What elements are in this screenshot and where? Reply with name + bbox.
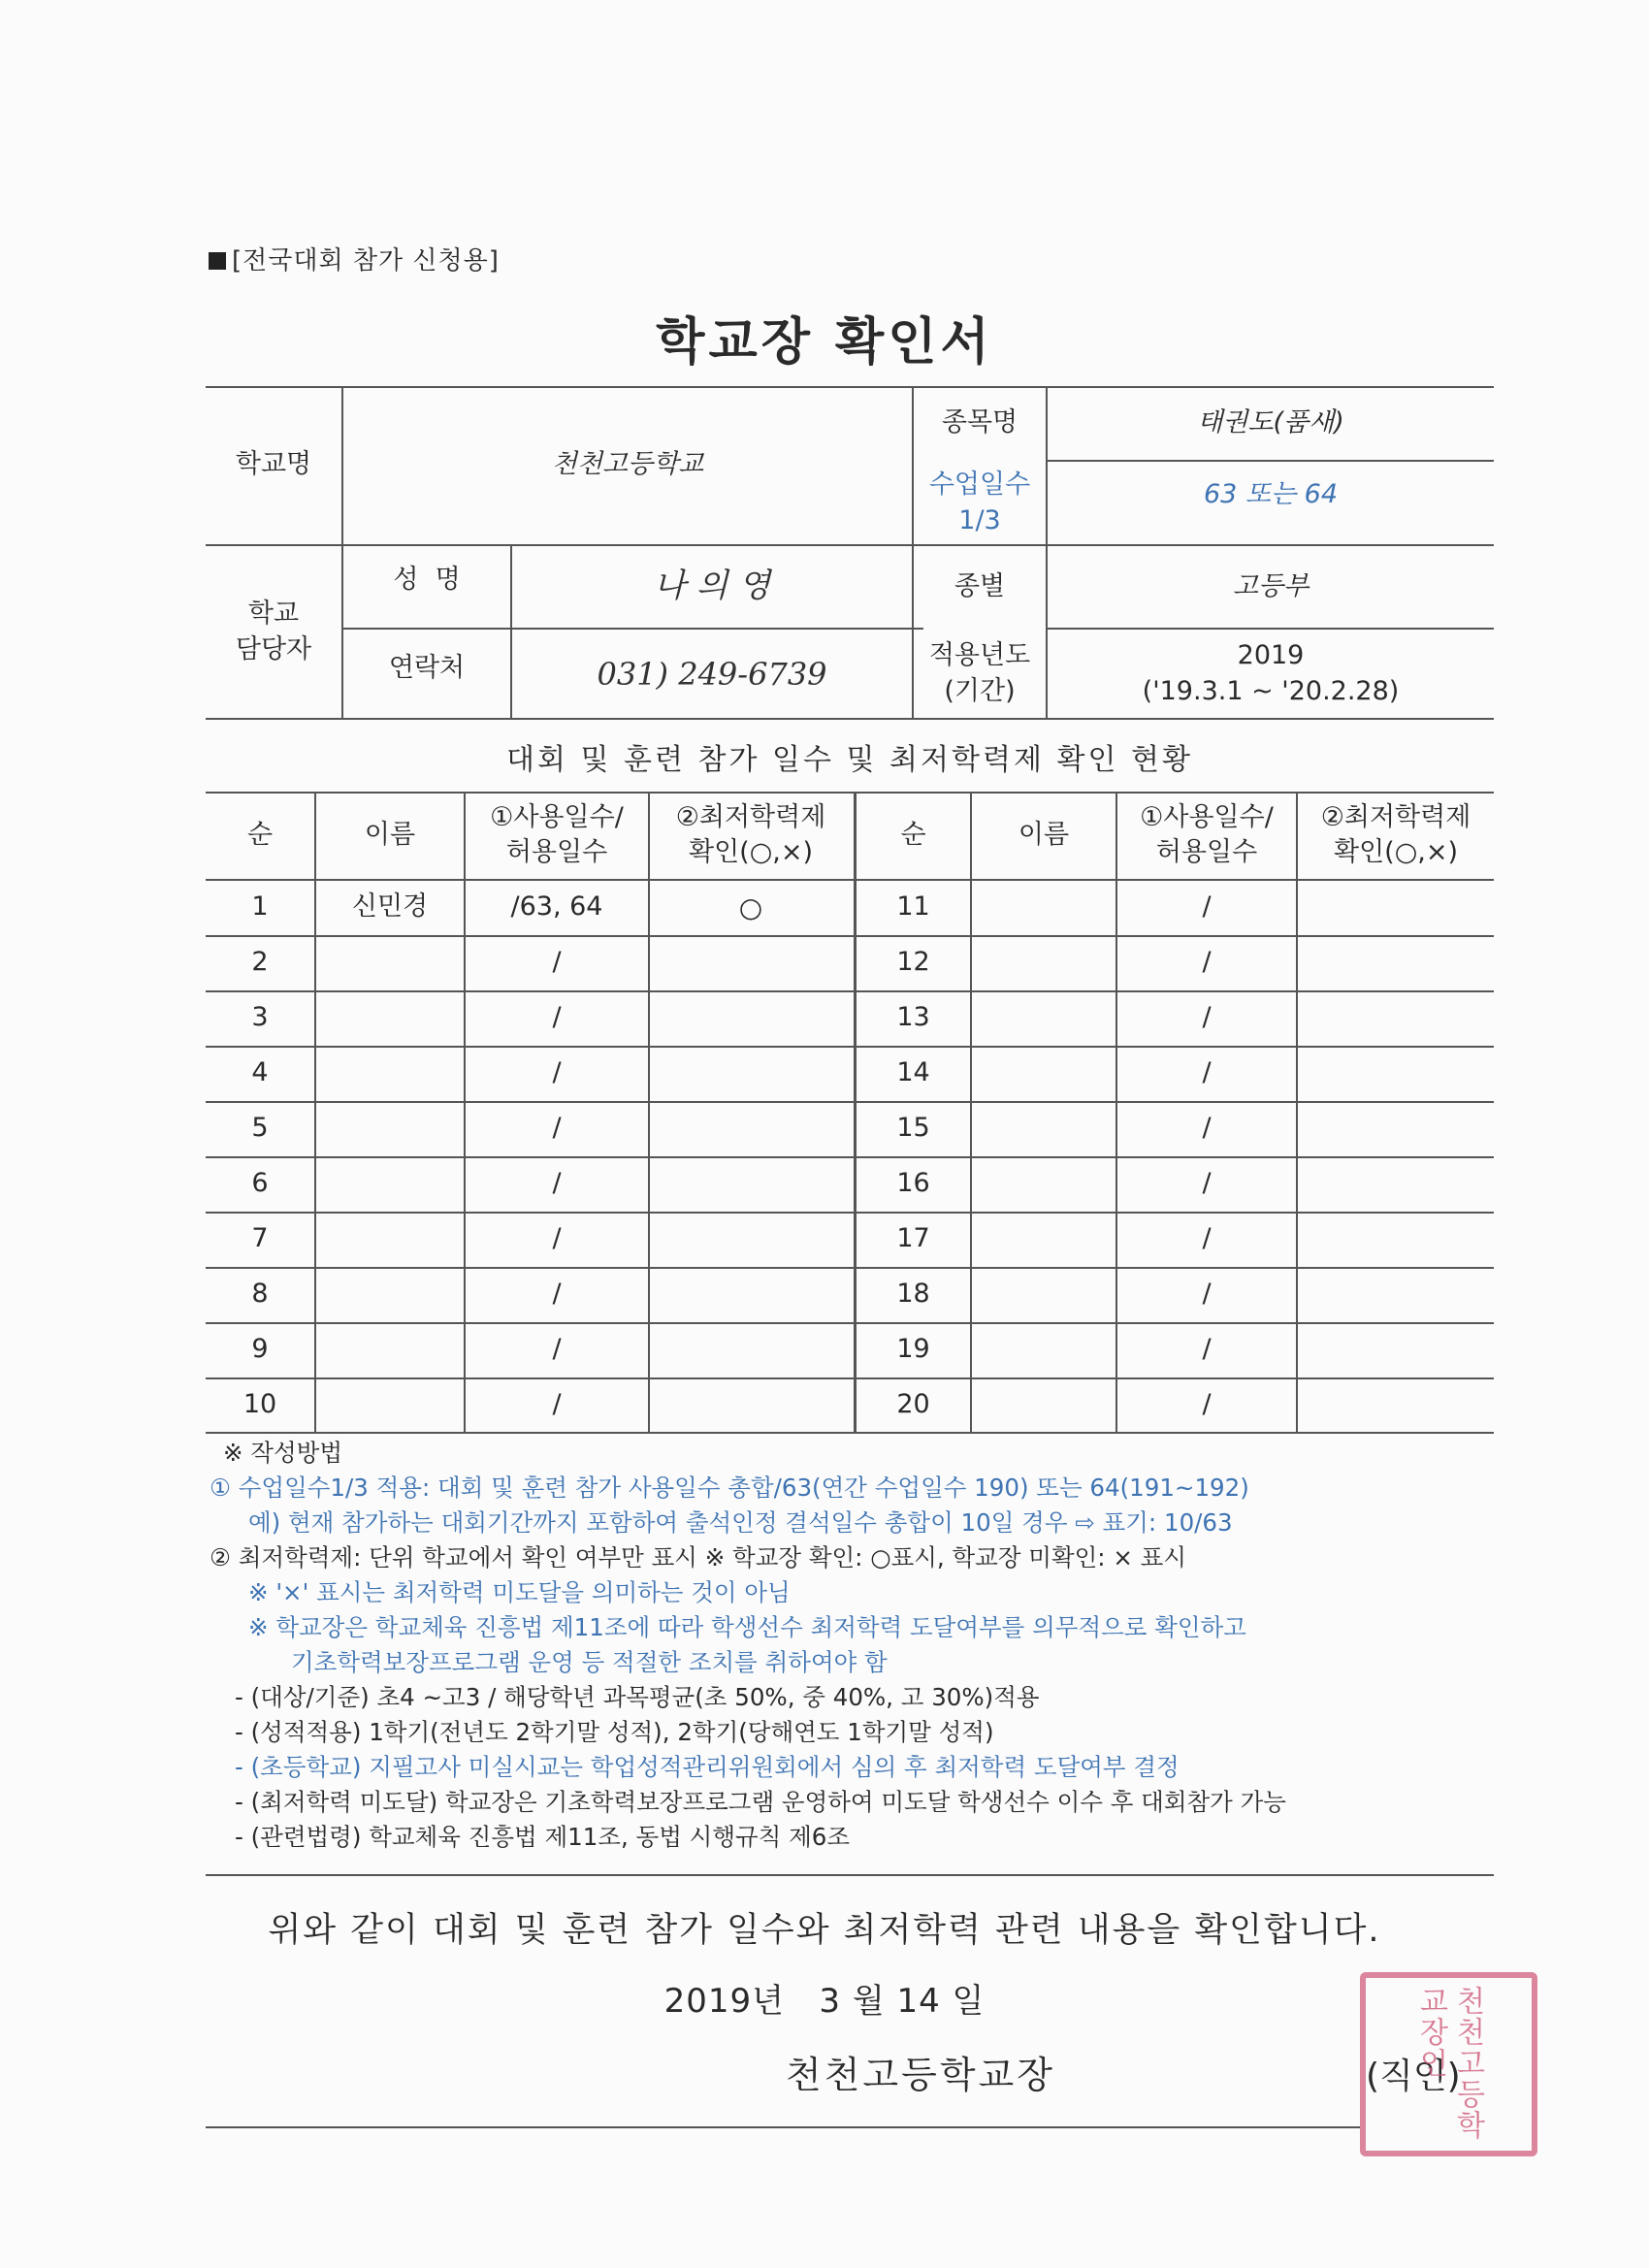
row-left-8-days: / <box>552 1279 562 1310</box>
row-left-2-no: 2 <box>251 947 269 978</box>
row-right-3-days: / <box>1202 1002 1212 1033</box>
row-left-4-name <box>316 1047 464 1100</box>
instruction-line: ② 최저학력제: 단위 학교에서 확인 여부만 표시 ※ 학교장 확인: ○표시, 학교장 미확인: × 표시 <box>210 1543 1186 1571</box>
row-right-7-days: / <box>1202 1223 1212 1254</box>
contact-label: 연락처 <box>388 652 466 683</box>
header-days-left-line2: 허용일수 <box>505 837 608 867</box>
row-left-7-no: 7 <box>251 1223 269 1254</box>
issue-date: 2019년 3 월 14 일 <box>663 1982 986 2021</box>
instruction-line: - (관련법령) 학교체육 진흥법 제11조, 동법 시행규칙 제6조 <box>235 1823 851 1851</box>
school-days-value: 63 또는 64 <box>1203 478 1339 509</box>
row-right-9-no: 19 <box>896 1334 930 1365</box>
row-right-8-check <box>1298 1268 1494 1321</box>
header-check-right-line1: ②최저학력제 <box>1320 801 1471 832</box>
participation-table <box>206 792 1494 1434</box>
row-right-9-name <box>972 1323 1116 1377</box>
row-right-10-days: / <box>1202 1389 1212 1420</box>
row-right-5-no: 15 <box>896 1113 930 1144</box>
row-right-1-name <box>972 881 1116 934</box>
row-left-6-check <box>650 1157 852 1211</box>
header-check-left-line2: 확인(○,×) <box>689 837 813 867</box>
row-left-3-no: 3 <box>251 1002 269 1033</box>
official-seal-stamp: 천천고등학교장인 <box>1360 1972 1537 2156</box>
participation-table-title: 대회 및 훈련 참가 일수 및 최저학력제 확인 현황 <box>506 743 1193 777</box>
row-right-3-check <box>1298 991 1494 1045</box>
row-left-3-check <box>650 991 852 1045</box>
year-label-line1: 적용년도 <box>928 640 1031 671</box>
header-check-right <box>1298 792 1494 879</box>
year-label-line2: (기간) <box>944 675 1016 706</box>
row-left-2-check <box>650 936 852 989</box>
row-left-6-name <box>316 1157 464 1211</box>
row-right-10-check <box>1298 1378 1494 1432</box>
manager-name-value: 나 의 영 <box>653 567 771 606</box>
header-days-right <box>1117 792 1296 879</box>
school-days-label <box>914 462 1046 544</box>
row-right-7-check <box>1298 1213 1494 1266</box>
row-right-10-no: 20 <box>896 1389 930 1420</box>
school-days-label-line1: 수업일수 <box>928 470 1031 501</box>
manager-name-label: 성 명 <box>393 564 461 595</box>
confirmation-statement: 위와 같이 대회 및 훈련 참가 일수와 최저학력 관련 내용을 확인합니다. <box>268 1911 1381 1950</box>
row-right-5-days: / <box>1202 1113 1212 1144</box>
row-left-8-no: 8 <box>251 1279 269 1310</box>
instruction-line: ※ '×' 표시는 최저학력 미도달을 의미하는 것이 아님 <box>248 1578 791 1606</box>
row-right-8-no: 18 <box>896 1279 930 1310</box>
row-left-8-check <box>650 1268 852 1321</box>
row-right-2-name <box>972 936 1116 989</box>
row-left-1-check: ○ <box>738 891 763 923</box>
instruction-line: 기초학력보장프로그램 운영 등 적절한 조치를 취하여야 함 <box>291 1648 888 1676</box>
manager-label-line2: 담당자 <box>235 633 312 664</box>
row-right-5-check <box>1298 1102 1494 1155</box>
row-right-1-no: 11 <box>896 891 930 923</box>
principal-title: 천천고등학교장 <box>786 2054 1055 2096</box>
header-days-right-line1: ①사용일수/ <box>1140 801 1274 832</box>
row-left-1-name: 신민경 <box>351 891 429 923</box>
header-check-left-line1: ②최저학력제 <box>675 801 826 832</box>
year-value-line1: 2019 <box>1237 640 1305 671</box>
instruction-line: ※ 작성방법 <box>223 1439 342 1467</box>
row-left-1-no: 1 <box>251 891 269 923</box>
school-name-value: 천천고등학교 <box>551 449 704 480</box>
school-name-label: 학교명 <box>235 449 312 480</box>
row-right-3-no: 13 <box>896 1002 930 1033</box>
row-right-4-days: / <box>1202 1057 1212 1088</box>
header-check-left <box>650 792 852 879</box>
row-left-4-days: / <box>552 1057 562 1088</box>
row-left-10-check <box>650 1378 852 1432</box>
row-right-7-no: 17 <box>896 1223 930 1254</box>
division-value: 고등부 <box>1232 570 1310 601</box>
row-left-7-name <box>316 1213 464 1266</box>
header-name-left: 이름 <box>364 819 416 850</box>
row-left-3-name <box>316 991 464 1045</box>
row-right-6-days: / <box>1202 1168 1212 1199</box>
year-value-line2: ('19.3.1 ~ '20.2.28) <box>1142 675 1400 706</box>
row-right-9-days: / <box>1202 1334 1212 1365</box>
row-right-9-check <box>1298 1323 1494 1377</box>
instruction-line: ① 수업일수1/3 적용: 대회 및 훈련 참가 사용일수 총합/63(연간 수업일수 190) 또는 64(191~192) <box>210 1474 1249 1502</box>
row-left-5-name <box>316 1102 464 1155</box>
division-label: 종별 <box>954 570 1006 601</box>
year-label <box>914 630 1046 718</box>
row-left-9-no: 9 <box>251 1334 269 1365</box>
row-left-5-no: 5 <box>251 1113 269 1144</box>
row-left-6-days: / <box>552 1168 562 1199</box>
row-left-8-name <box>316 1268 464 1321</box>
row-left-5-days: / <box>552 1113 562 1144</box>
form-type-text: [전국대회 참가 신청용] <box>232 246 500 275</box>
row-left-9-name <box>316 1323 464 1377</box>
contact-value: 031) 249-6739 <box>597 655 827 693</box>
bottom-divider <box>206 2126 1360 2128</box>
header-days-left <box>466 792 648 879</box>
form-type-tag <box>209 241 500 276</box>
writing-instructions <box>206 1436 1496 1855</box>
row-left-4-check <box>650 1047 852 1100</box>
sport-label: 종목명 <box>941 406 1018 437</box>
row-left-1-days: /63, 64 <box>510 891 603 923</box>
sport-value: 태권도(품새) <box>1197 406 1344 437</box>
manager-label-line1: 학교 <box>247 599 300 630</box>
row-left-10-days: / <box>552 1389 562 1420</box>
header-days-right-line2: 허용일수 <box>1155 837 1258 867</box>
row-left-7-check <box>650 1213 852 1266</box>
row-right-5-name <box>972 1102 1116 1155</box>
seal-note: (직인) <box>1366 2057 1461 2096</box>
row-right-8-name <box>972 1268 1116 1321</box>
row-right-2-days: / <box>1202 947 1212 978</box>
header-no-right: 순 <box>900 819 926 850</box>
instruction-line: ※ 학교장은 학교체육 진흥법 제11조에 따라 학생선수 최저학력 도달여부를 의무적으로 확인하고 <box>248 1613 1246 1641</box>
row-right-4-no: 14 <box>896 1057 930 1088</box>
document-title: 학교장 확인서 <box>656 313 993 372</box>
instruction-line: - (최저학력 미도달) 학교장은 기초학력보장프로그램 운영하여 미도달 학생선수 이수 후 대회참가 가능 <box>235 1788 1286 1816</box>
row-right-2-check <box>1298 936 1494 989</box>
row-left-3-days: / <box>552 1002 562 1033</box>
row-left-2-name <box>316 936 464 989</box>
square-bullet-icon <box>209 252 226 270</box>
instruction-line: - (초등학교) 지필고사 미실시교는 학업성적관리위원회에서 심의 후 최저학력 도달여부 결정 <box>235 1753 1180 1781</box>
row-right-6-no: 16 <box>896 1168 930 1199</box>
instruction-line: - (대상/기준) 초4 ~고3 / 해당학년 과목평균(초 50%, 중 40%, 고 30%)적용 <box>235 1683 1040 1711</box>
row-left-10-name <box>316 1378 464 1432</box>
row-right-6-name <box>972 1157 1116 1211</box>
school-days-label-line2: 1/3 <box>958 504 1001 535</box>
instruction-line: - (성적적용) 1학기(전년도 2학기말 성적), 2학기(당해연도 1학기말 성적) <box>235 1718 994 1746</box>
info-table <box>206 386 1494 720</box>
row-right-1-days: / <box>1202 891 1212 923</box>
row-right-6-check <box>1298 1157 1494 1211</box>
row-right-2-no: 12 <box>896 947 930 978</box>
row-left-5-check <box>650 1102 852 1155</box>
year-value <box>1048 630 1494 718</box>
header-name-right: 이름 <box>1018 819 1070 850</box>
row-left-2-days: / <box>552 947 562 978</box>
header-check-right-line2: 확인(○,×) <box>1334 837 1458 867</box>
row-right-7-name <box>972 1213 1116 1266</box>
manager-label <box>206 546 341 718</box>
row-left-7-days: / <box>552 1223 562 1254</box>
header-days-left-line1: ①사용일수/ <box>490 801 624 832</box>
row-right-3-name <box>972 991 1116 1045</box>
divider <box>206 1874 1494 1876</box>
row-right-4-name <box>972 1047 1116 1100</box>
row-left-6-no: 6 <box>251 1168 269 1199</box>
row-right-1-check <box>1298 881 1494 934</box>
row-right-4-check <box>1298 1047 1494 1100</box>
row-left-10-no: 10 <box>242 1389 277 1420</box>
row-left-9-check <box>650 1323 852 1377</box>
row-left-4-no: 4 <box>251 1057 269 1088</box>
row-right-8-days: / <box>1202 1279 1212 1310</box>
row-left-9-days: / <box>552 1334 562 1365</box>
header-no-left: 순 <box>246 819 274 850</box>
row-right-10-name <box>972 1378 1116 1432</box>
instruction-line: 예) 현재 참가하는 대회기간까지 포함하여 출석인정 결석일수 총합이 10일 경우 ⇨ 표기: 10/63 <box>248 1508 1233 1537</box>
